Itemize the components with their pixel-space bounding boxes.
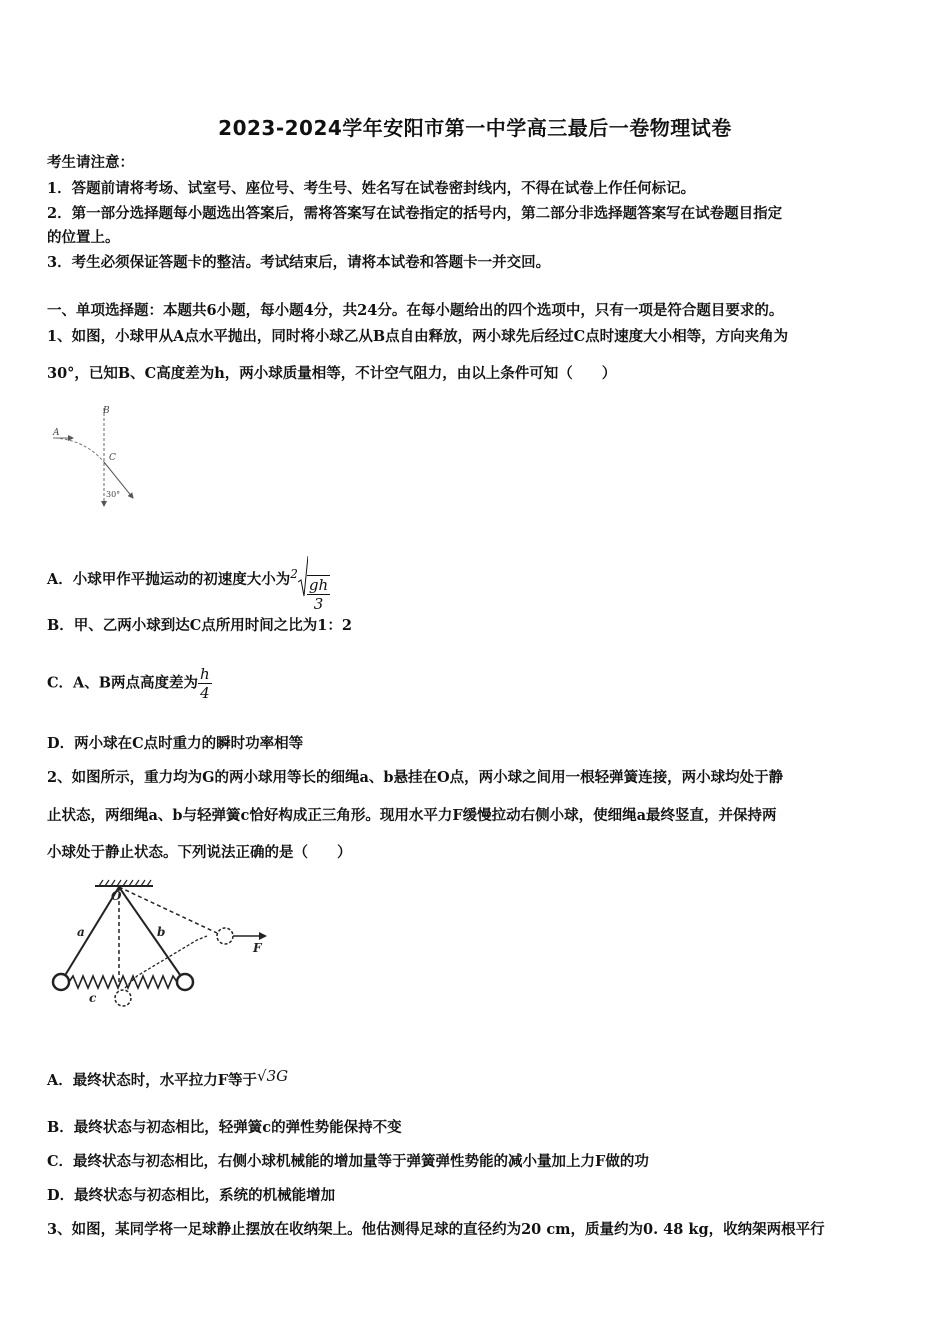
q2-option-a-math: √3G	[257, 1067, 289, 1085]
q2-stem-line2: 止状态，两细绳a、b与轻弹簧c恰好构成正三角形。现用水平力F缓慢拉动右侧小球，使细绳a最终竖直，并保持两	[47, 807, 777, 824]
q2-label-a: a	[77, 925, 85, 939]
q1-stem-line2: 30°，已知B、C高度差为h，两小球质量相等，不计空气阻力，由以上条件可知（ ）	[47, 365, 617, 382]
q1-label-a: A	[53, 428, 60, 438]
q1-option-c-numerator: h	[200, 665, 210, 683]
notice-item-1: 1．答题前请将考场、试室号、座位号、考生号、姓名写在试卷密封线内，不得在试卷上作任何标记。	[47, 180, 696, 197]
q1-option-a-coef: 2	[290, 567, 298, 581]
q2-option-a-text: A．最终状态时，水平拉力F等于	[47, 1072, 258, 1089]
q2-spring	[69, 976, 177, 988]
q2-ball-right	[177, 974, 193, 990]
q1-label-b: B	[103, 406, 110, 416]
q2-string-b-final	[119, 887, 217, 933]
q2-option-d: D．最终状态与初态相比，系统的机械能增加	[47, 1187, 336, 1204]
q2-label-c: c	[89, 991, 97, 1005]
notice-heading: 考生请注意：	[47, 154, 134, 171]
q2-ball-right-final	[217, 928, 233, 944]
q2-force-arrowhead	[259, 932, 267, 940]
q2-label-o: O	[111, 889, 122, 903]
q2-spring-final	[125, 936, 207, 988]
q1-option-c-text: C．A、B两点高度差为	[47, 674, 199, 692]
notice-item-2: 2．第一部分选择题每小题选出答案后，需将答案写在试卷指定的括号内，第二部分非选择题答案写在试卷题目指定	[47, 205, 783, 222]
q2-ball-left	[53, 974, 69, 990]
q1-option-d: D．两小球在C点时重力的瞬时功率相等	[47, 735, 304, 752]
q2-option-c: C．最终状态与初态相比，右侧小球机械能的增加量等于弹簧弹性势能的减小量加上力F做的功	[47, 1153, 649, 1170]
q2-string-b	[119, 887, 185, 982]
section-heading: 一、单项选择题：本题共6小题，每小题4分，共24分。在每小题给出的四个选项中，只有一项是符合题目要求的。	[47, 302, 784, 319]
q2-figure	[45, 878, 275, 1018]
q1-label-angle: 30°	[106, 490, 121, 499]
q1-option-b: B．甲、乙两小球到达C点所用时间之比为1：2	[47, 617, 352, 634]
q1-trajectory	[55, 438, 104, 462]
q1-option-c-denominator: 4	[200, 684, 210, 702]
q1-option-a	[47, 554, 330, 613]
q1-label-c: C	[109, 453, 116, 463]
q2-label-b: b	[157, 925, 166, 939]
q2-option-a	[47, 1066, 288, 1091]
q2-ball-left-final	[115, 990, 131, 1006]
q1-option-a-numerator: gh	[308, 575, 329, 594]
q2-option-b: B．最终状态与初态相比，轻弹簧c的弹性势能保持不变	[47, 1119, 402, 1136]
q1-figure	[45, 400, 145, 512]
q1-option-c	[47, 665, 212, 702]
q1-option-a-denominator: 3	[313, 594, 324, 613]
q1-option-a-text: A．小球甲作平抛运动的初速度大小为	[47, 571, 291, 588]
page-title: 2023-2024学年安阳市第一中学高三最后一卷物理试卷	[218, 116, 732, 140]
q1-stem-line1: 1、如图，小球甲从A点水平抛出，同时将小球乙从B点自由释放，两小球先后经过C点时速度大小相等，方向夹角为	[47, 328, 789, 345]
notice-item-3: 3．考生必须保证答题卡的整洁。考试结束后，请将本试卷和答题卡一并交回。	[47, 254, 551, 271]
q2-label-f: F	[253, 941, 262, 955]
q2-stem-line1: 2、如图所示，重力均为G的两小球用等长的细绳a、b悬挂在O点，两小球之间用一根轻弹簧连接，两小球均处于静	[47, 769, 784, 786]
notice-item-2-cont: 的位置上。	[47, 229, 120, 246]
q3-stem-line1: 3、如图，某同学将一足球静止摆放在收纳架上。他估测得足球的直径约为20 cm，质量约为0. 48 kg，收纳架两根平行	[47, 1221, 825, 1238]
q2-stem-line3: 小球处于静止状态。下列说法正确的是（ ）	[47, 844, 352, 861]
